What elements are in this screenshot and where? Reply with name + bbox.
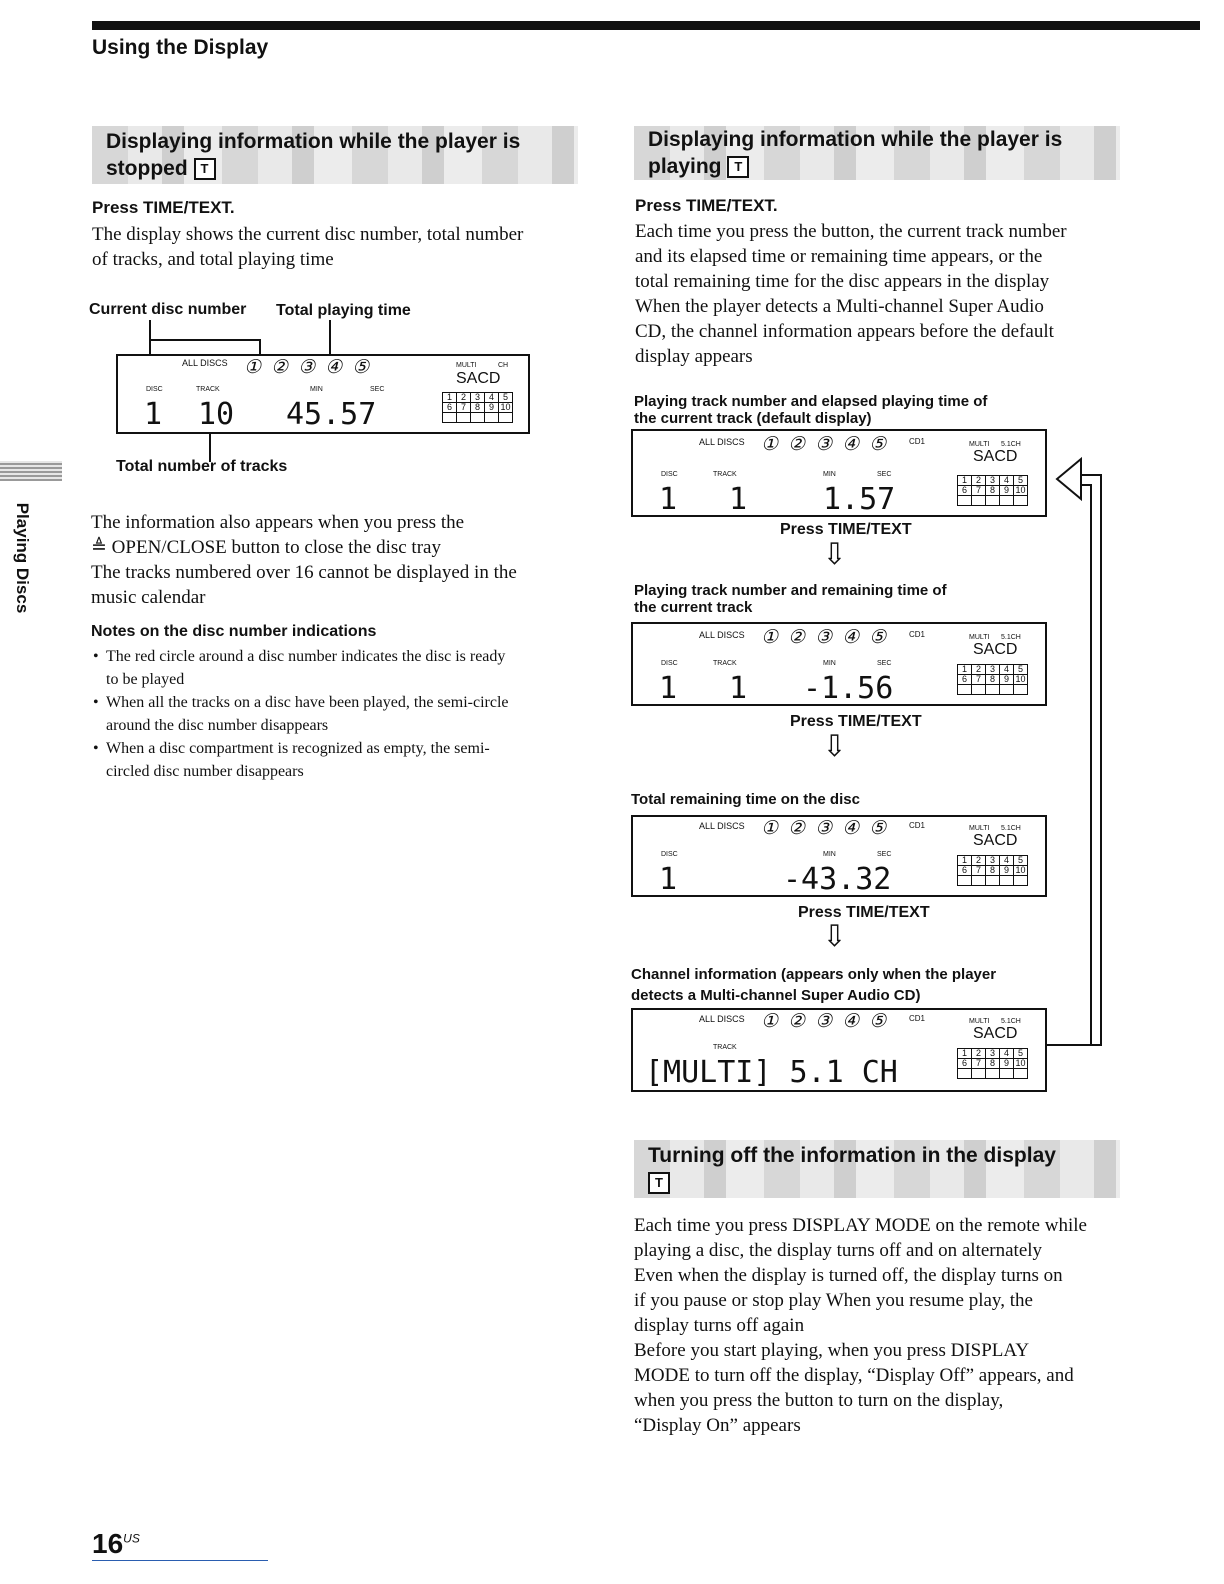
remote-icon: T	[194, 158, 216, 180]
down-arrow-icon: ⇩	[822, 730, 848, 763]
label-current-disc: Current disc number	[89, 301, 247, 318]
section-header-display-off: Turning off the information in the display T	[634, 1140, 1120, 1198]
side-tab-marker	[0, 461, 62, 481]
lcd-ch: CH	[498, 362, 509, 369]
display-caption: Playing track number and remaining time of the current track	[634, 582, 947, 616]
side-tab-label: Playing Discs	[13, 502, 32, 614]
lcd-tracks-value: 10	[198, 397, 235, 432]
notes-title: Notes on the disc number indications	[91, 623, 377, 640]
label-total-time: Total playing time	[276, 302, 411, 319]
note-item: • The red circle around a disc number indicates the disc is ready to be played	[106, 645, 592, 691]
loop-back-arrow	[1045, 445, 1107, 1057]
section-header-playing: Displaying information while the player is playing T	[634, 126, 1120, 180]
note-item: • When a disc compartment is recognized as empty, the semi- circled disc number disappears	[106, 737, 592, 783]
lcd-disc-value: 1	[144, 397, 163, 432]
section-header-stopped: Displaying information while the player is stopped T	[92, 126, 578, 184]
label-total-tracks: Total number of tracks	[116, 458, 288, 475]
press-instruction-playing: Press TIME/TEXT.	[635, 196, 778, 215]
music-calendar: 1 2 3 4 5 6 7 8 9 10	[442, 392, 513, 423]
lcd-time-value: 45.57	[286, 397, 377, 432]
press-label: Press TIME/TEXT	[798, 904, 930, 921]
note-item: • When all the tracks on a disc have been played, the semi-circle around the disc number disappears	[106, 691, 592, 737]
page-number-rule	[92, 1560, 268, 1561]
lcd-total-remaining: ALL DISCS ①②③④⑤ CD1 MULTI 5.1CH SACD DISC MIN SEC 1 -43.32 1 2 3 4 5 6 7 8 9 10	[631, 815, 1047, 897]
display-caption: Channel information (appears only when the player detects a Multi-channel Super Audio CD)	[631, 966, 997, 1004]
lcd-playing-remaining: ALL DISCS ①②③④⑤ CD1 MULTI 5.1CH SACD DISC TRACK MIN SEC 1 1 -1.56 1 2 3 4 5 6 7 8 9 10	[631, 622, 1047, 706]
press-label: Press TIME/TEXT	[790, 713, 922, 730]
lcd-track-value: 1	[729, 482, 748, 517]
press-label: Press TIME/TEXT	[780, 521, 912, 538]
right-description: Each time you press the button, the current track number and its elapsed time or remaining time appears, or the total remaining time for the disc appears in the display When the player detects a Multi-channel Super Audio CD, the channel information appears before the default display appears	[635, 221, 1067, 367]
display-caption: Total remaining time on the disc	[631, 791, 860, 808]
lcd-disc-icons: ①②③④⑤	[244, 356, 380, 378]
page-title: Using the Display	[92, 36, 269, 59]
music-calendar: 1 2 3 4 5 6 7 8 9 10	[957, 475, 1028, 506]
music-calendar: 1 2 3 4 5 6 7 8 9 10	[957, 664, 1028, 695]
lcd-min-label: MIN	[310, 386, 323, 393]
lcd-channel-info: ALL DISCS ①②③④⑤ CD1 MULTI 5.1CH SACD TRACK [MULTI] 5.1 CH 1 2 3 4 5 6 7 8 9 10	[631, 1008, 1047, 1092]
lcd-all-discs: ALL DISCS	[182, 358, 228, 368]
lcd-track-label: TRACK	[196, 386, 220, 393]
down-arrow-icon: ⇩	[822, 538, 848, 571]
lcd-playing-elapsed: ALL DISCS ①②③④⑤ CD1 MULTI 5.1CH SACD DISC TRACK MIN SEC 1 1 1.57 1 2 3 4 5 6 7 8 9 10	[631, 429, 1047, 517]
page-number: $16^{US}$	[92, 1528, 140, 1559]
info-paragraph: The information also appears when you press the ≜ OPEN/CLOSE button to close the disc tray The tracks numbered over 16 cannot be displayed in the music calendar	[91, 512, 517, 608]
display-caption: Playing track number and elapsed playing time of the current track (default display)	[634, 393, 988, 427]
down-arrow-icon: ⇩	[822, 920, 848, 953]
remote-icon: T	[648, 1172, 670, 1194]
lcd-disc-value: 1	[659, 482, 678, 517]
top-rule	[92, 21, 1200, 30]
lcd-time-value: 1.57	[823, 482, 896, 517]
lcd-sec-label: SEC	[370, 386, 385, 393]
notes-list	[92, 645, 592, 783]
remote-icon: T	[727, 156, 749, 178]
lcd-disc-label: DISC	[146, 386, 163, 393]
press-instruction: Press TIME/TEXT.	[92, 198, 235, 217]
lcd-multi: MULTI	[456, 362, 477, 369]
lcd-sacd: SACD	[456, 370, 501, 387]
music-calendar: 1 2 3 4 5 6 7 8 9 10	[957, 1048, 1028, 1079]
lcd-stopped	[116, 354, 530, 434]
music-calendar: 1 2 3 4 5 6 7 8 9 10	[957, 855, 1028, 886]
display-off-paragraph: Each time you press DISPLAY MODE on the remote while playing a disc, the display turns off and on alternately Even when the display is turned off, the display turns on if you pause or stop play When you resume play, the display turns off again Before you start playing, when you press DISPLAY MODE to turn off the display, “Display Off” appears, and when you press the button to turn on the display, “Display On” appears	[634, 1215, 1087, 1436]
left-description: The display shows the current disc number, total number of tracks, and total playing time	[92, 224, 524, 270]
